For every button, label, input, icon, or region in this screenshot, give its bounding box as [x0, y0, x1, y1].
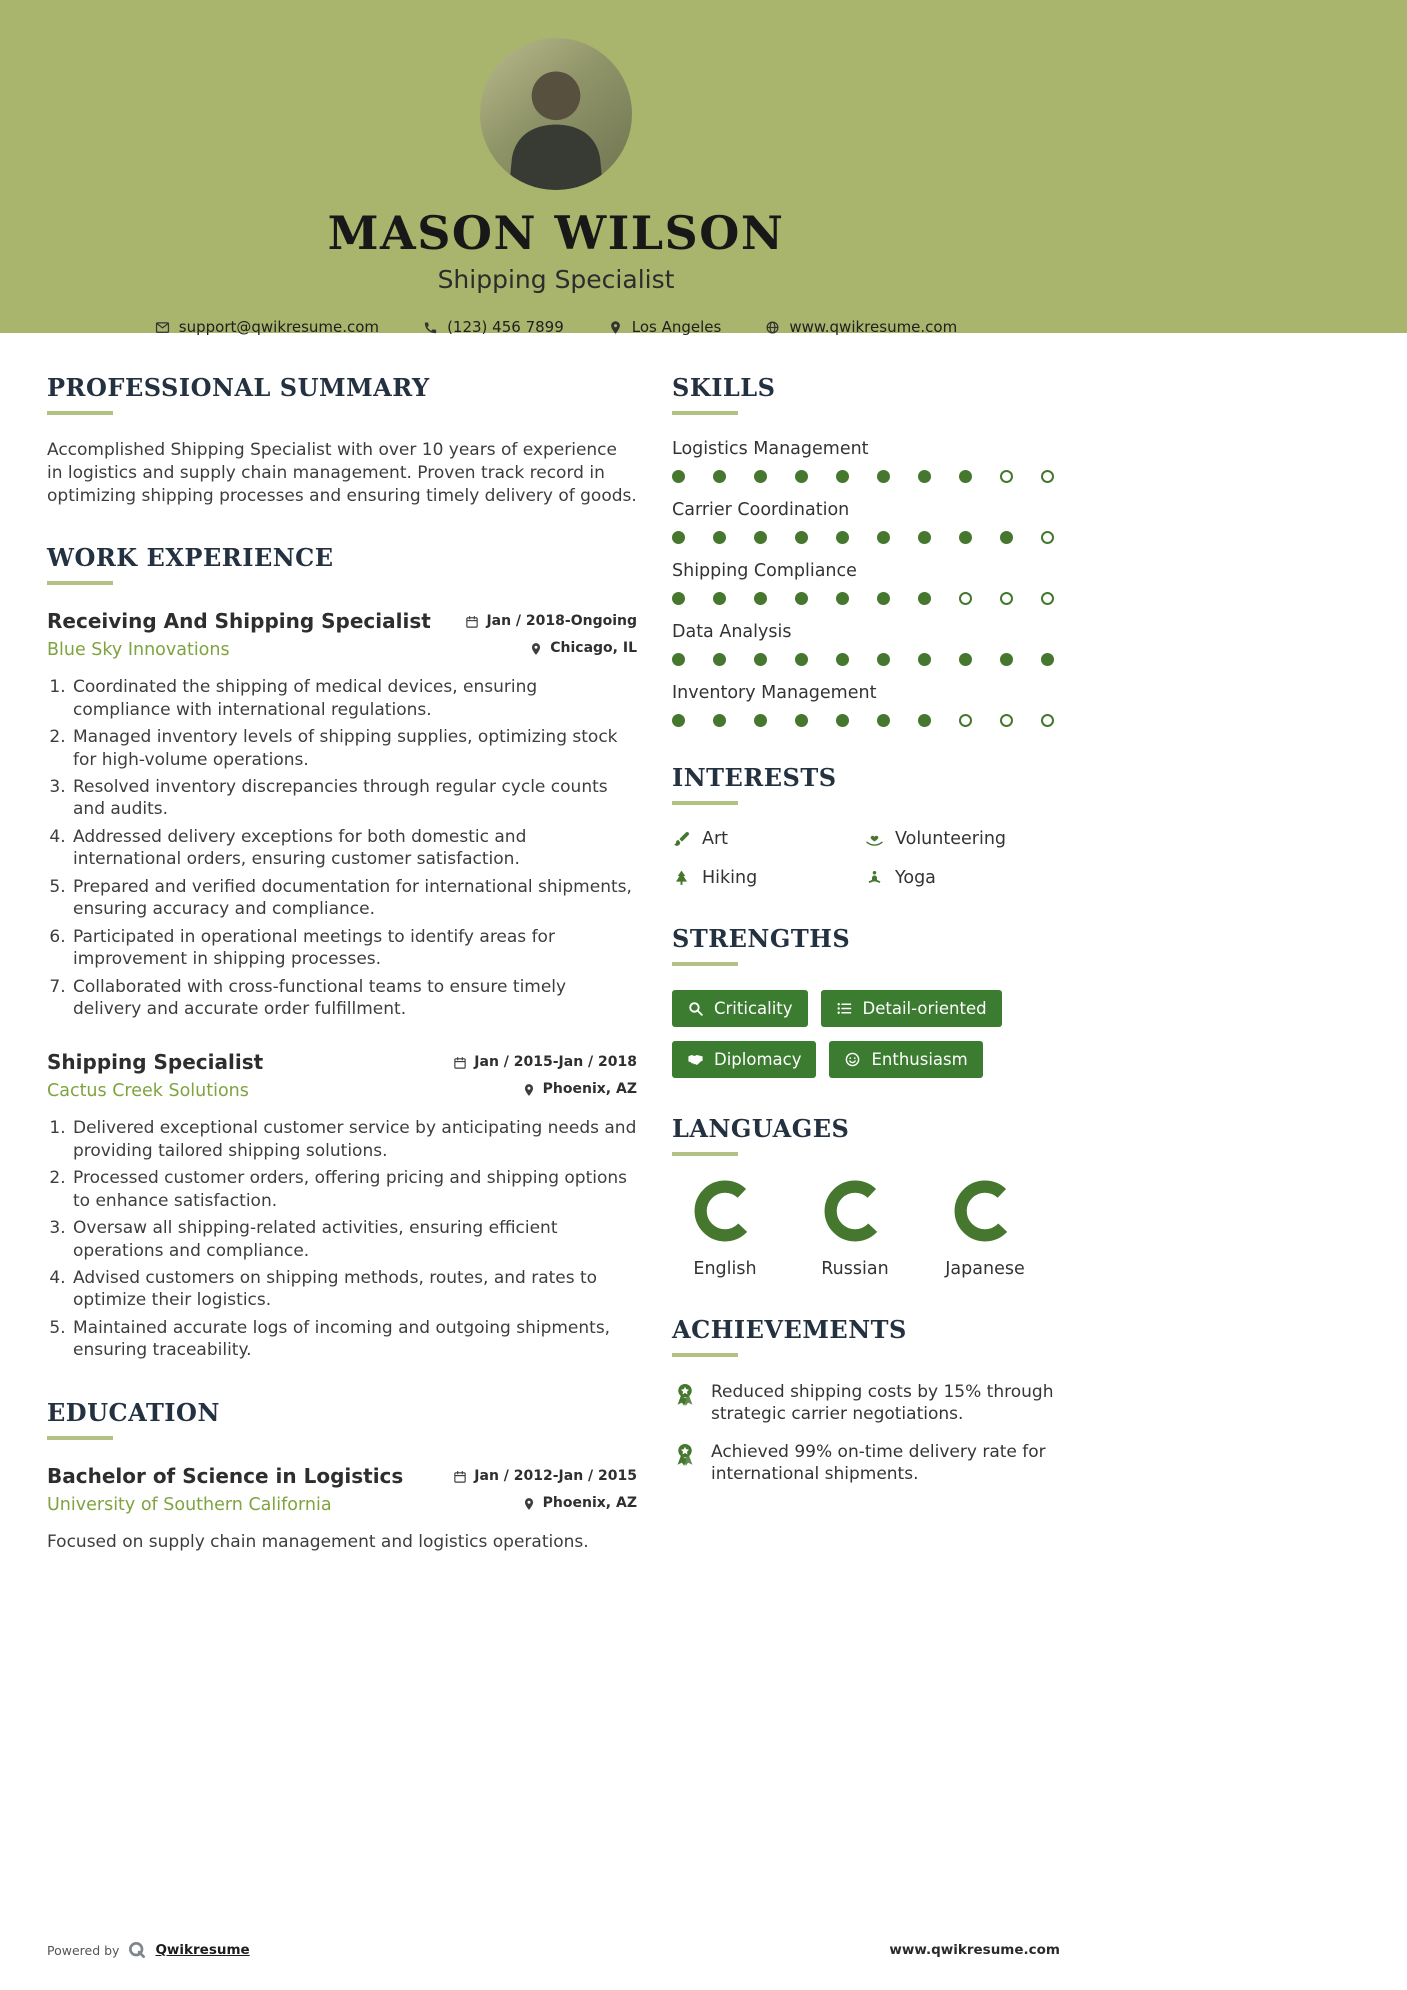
heading-underline	[672, 962, 738, 966]
qwikresume-logo-icon	[127, 1940, 147, 1960]
contact-row	[0, 318, 1112, 336]
globe-icon	[765, 320, 780, 335]
education-entry	[47, 1464, 637, 1553]
contact-email[interactable]	[155, 318, 379, 336]
skill-dot	[1000, 531, 1013, 544]
skill-dot	[713, 470, 726, 483]
language-ring-icon	[694, 1180, 756, 1242]
person-silhouette-icon	[480, 38, 632, 190]
job-date	[453, 1054, 637, 1070]
award-ribbon-icon	[672, 1382, 698, 1408]
envelope-icon	[155, 320, 170, 335]
right-column	[672, 373, 1064, 1522]
strength-badge	[672, 1041, 816, 1078]
location-pin-icon	[522, 1083, 536, 1097]
education-date-text: Jan / 2012-Jan / 2015	[474, 1467, 637, 1484]
skill-dot	[1041, 470, 1054, 483]
contact-location	[608, 318, 722, 336]
job-title-row	[47, 609, 637, 633]
job-location	[529, 640, 637, 656]
skill-dot	[836, 470, 849, 483]
location-pin-icon	[522, 1497, 536, 1511]
interest-label: Art	[702, 829, 729, 849]
interest-label: Hiking	[702, 868, 758, 888]
skill-item	[672, 500, 1064, 544]
heading-underline	[47, 411, 113, 415]
heading-underline	[672, 1152, 738, 1156]
language-ring-icon	[954, 1180, 1016, 1242]
qwikresume-link[interactable]: Qwikresume	[155, 1942, 250, 1958]
contact-website[interactable]	[765, 318, 957, 336]
job-bullet: 3. Oversaw all shipping-related activities, ensuring efficient operations and compliance.	[71, 1217, 637, 1262]
award-ribbon-icon	[672, 1442, 698, 1468]
languages-list	[672, 1180, 1064, 1279]
job-company-row	[47, 1081, 637, 1101]
summary-heading: PROFESSIONAL SUMMARY	[47, 373, 430, 402]
education-note: Focused on supply chain management and logistics operations.	[47, 1531, 589, 1552]
achievement-item	[672, 1441, 1064, 1486]
heading-underline	[672, 411, 738, 415]
skills-heading: SKILLS	[672, 373, 776, 402]
interest-item	[865, 868, 1064, 888]
calendar-icon	[453, 1470, 467, 1484]
strength-badge	[829, 1041, 982, 1078]
page-footer	[47, 1940, 1060, 1960]
language-ring-icon	[824, 1180, 886, 1242]
company-name: Cactus Creek Solutions	[47, 1081, 249, 1102]
skill-dot	[877, 470, 890, 483]
location-pin-icon	[529, 642, 543, 656]
job-title: Receiving And Shipping Specialist	[47, 609, 431, 634]
job-bullet: 1. Coordinated the shipping of medical devices, ensuring compliance with international regulations.	[71, 676, 637, 721]
job-bullet: 4. Advised customers on shipping methods, routes, and rates to optimize their logistics.	[71, 1267, 637, 1312]
language-label: Japanese	[945, 1259, 1025, 1279]
skill-dot	[1000, 653, 1013, 666]
job-date-text: Jan / 2018-Ongoing	[486, 613, 637, 630]
skill-dot	[795, 470, 808, 483]
heading-underline	[672, 801, 738, 805]
achievement-text: Reduced shipping costs by 15% through strategic carrier negotiations.	[711, 1382, 1054, 1425]
job-entry	[47, 1050, 637, 1361]
skill-level	[672, 714, 1064, 727]
education-heading: EDUCATION	[47, 1397, 220, 1427]
powered-by-text: Powered by	[47, 1942, 120, 1958]
skill-dot	[754, 714, 767, 727]
section-professional-summary	[47, 373, 637, 507]
strengths-list	[672, 990, 1064, 1078]
skill-dot	[1041, 653, 1054, 666]
job-location	[522, 1081, 637, 1097]
job-bullet-list	[47, 1117, 637, 1361]
contact-phone-text: (123) 456 7899	[447, 318, 564, 336]
skill-dot	[713, 592, 726, 605]
section-strengths	[672, 924, 1064, 1078]
skill-dot	[959, 714, 972, 727]
skill-item	[672, 561, 1064, 605]
skill-name: Inventory Management	[672, 683, 877, 703]
skill-dot	[1041, 592, 1054, 605]
contact-website-text: www.qwikresume.com	[789, 318, 958, 336]
job-company-row	[47, 640, 637, 660]
strength-label: Detail-oriented	[862, 999, 987, 1018]
job-bullet: 2. Processed customer orders, offering pricing and shipping options to enhance satisfaction.	[71, 1167, 637, 1212]
skill-name: Carrier Coordination	[672, 500, 850, 520]
section-skills	[672, 373, 1064, 727]
pine-tree-icon	[672, 869, 691, 888]
achievement-text: Achieved 99% on-time delivery rate for international shipments.	[711, 1441, 1046, 1485]
contact-phone[interactable]	[423, 318, 564, 336]
job-bullet: 3. Resolved inventory discrepancies through regular cycle counts and audits.	[71, 776, 637, 821]
skill-dot	[877, 653, 890, 666]
education-date	[453, 1468, 637, 1484]
job-entry	[47, 609, 637, 1020]
skill-dot	[672, 470, 685, 483]
skill-item	[672, 439, 1064, 483]
location-pin-icon	[608, 320, 623, 335]
skill-dot	[959, 592, 972, 605]
contact-email-text: support@qwikresume.com	[178, 318, 380, 336]
skill-dot	[877, 531, 890, 544]
skill-level	[672, 470, 1064, 483]
job-title: Shipping Specialist	[47, 1050, 264, 1075]
skill-dot	[754, 531, 767, 544]
education-location	[522, 1495, 637, 1511]
skill-dot	[672, 714, 685, 727]
yoga-icon	[865, 869, 884, 888]
powered-by	[47, 1940, 250, 1960]
checklist-icon	[836, 1000, 853, 1017]
left-column	[47, 373, 637, 1589]
heading-underline	[47, 1436, 113, 1440]
magnifier-icon	[687, 1000, 704, 1017]
section-achievements	[672, 1315, 1064, 1486]
language-label: Russian	[821, 1259, 889, 1279]
skill-dot	[713, 531, 726, 544]
section-interests	[672, 763, 1064, 888]
interest-item	[672, 829, 865, 849]
achievement-item	[672, 1381, 1064, 1426]
skill-dot	[1041, 531, 1054, 544]
strength-label: Diplomacy	[714, 1050, 802, 1069]
skill-dot	[959, 653, 972, 666]
job-title-row	[47, 1050, 637, 1074]
skill-dot	[918, 592, 931, 605]
language-label: English	[693, 1259, 757, 1279]
experience-heading: WORK EXPERIENCE	[47, 543, 334, 573]
interest-item	[865, 829, 1064, 849]
smiley-icon	[844, 1051, 861, 1068]
skill-dot	[959, 470, 972, 483]
skill-dot	[918, 714, 931, 727]
job-bullet: 5. Prepared and verified documentation for international shipments, ensuring accuracy and compliance.	[71, 876, 637, 921]
skill-dot	[795, 592, 808, 605]
language-item	[682, 1180, 768, 1279]
skill-name: Logistics Management	[672, 439, 869, 459]
job-bullet: 6. Participated in operational meetings to identify areas for improvement in shipping processes.	[71, 926, 637, 971]
skill-dot	[795, 714, 808, 727]
skill-dot	[918, 531, 931, 544]
languages-heading: LANGUAGES	[672, 1114, 850, 1143]
skill-dot	[672, 592, 685, 605]
job-location-text: Chicago, IL	[550, 640, 637, 657]
skill-dot	[836, 531, 849, 544]
company-name: Blue Sky Innovations	[47, 640, 230, 661]
skill-dot	[795, 653, 808, 666]
interests-heading: INTERESTS	[672, 763, 837, 792]
volunteer-hands-icon	[865, 830, 884, 849]
strength-label: Enthusiasm	[871, 1050, 968, 1069]
skill-dot	[1041, 714, 1054, 727]
heading-underline	[672, 1353, 738, 1357]
interest-label: Volunteering	[895, 829, 1007, 849]
job-date	[465, 613, 637, 629]
skill-dot	[918, 470, 931, 483]
job-bullet: 4. Addressed delivery exceptions for both domestic and international orders, ensuring customer satisfaction.	[71, 826, 637, 871]
achievements-heading: ACHIEVEMENTS	[672, 1315, 907, 1344]
resume-header	[0, 0, 1407, 336]
degree-title: Bachelor of Science in Logistics	[47, 1463, 404, 1488]
person-title: Shipping Specialist	[437, 265, 675, 294]
job-bullet: 5. Maintained accurate logs of incoming and outgoing shipments, ensuring traceability.	[71, 1317, 637, 1362]
interest-label: Yoga	[895, 868, 936, 888]
skill-level	[672, 531, 1064, 544]
phone-icon	[423, 320, 438, 335]
skill-dot	[836, 714, 849, 727]
skill-dot	[754, 653, 767, 666]
skill-dot	[713, 714, 726, 727]
strengths-heading: STRENGTHS	[672, 924, 851, 953]
skill-dot	[672, 653, 685, 666]
school-name: University of Southern California	[47, 1494, 332, 1515]
profile-photo	[480, 38, 632, 190]
language-item	[942, 1180, 1028, 1279]
interest-item	[672, 868, 865, 888]
resume-body	[0, 333, 1407, 1589]
education-title-row	[47, 1464, 637, 1488]
skill-name: Shipping Compliance	[672, 561, 857, 581]
skill-dot	[1000, 470, 1013, 483]
skill-name: Data Analysis	[672, 622, 792, 642]
skill-dot	[918, 653, 931, 666]
skill-level	[672, 653, 1064, 666]
skill-dot	[836, 592, 849, 605]
paintbrush-icon	[672, 830, 691, 849]
job-bullet: 7. Collaborated with cross-functional teams to ensure timely delivery and accurate order fulfillment.	[71, 976, 637, 1021]
section-work-experience	[47, 543, 637, 1362]
summary-text: Accomplished Shipping Specialist with over 10 years of experience in logistics and supply chain management. Proven track record in optimizing shipping processes and ensuring timely delivery of goods.	[47, 440, 637, 506]
section-education	[47, 1398, 637, 1553]
job-bullet-list	[47, 676, 637, 1020]
interests-grid	[672, 829, 1064, 888]
job-date-text: Jan / 2015-Jan / 2018	[474, 1054, 637, 1071]
skill-dot	[877, 714, 890, 727]
skill-dot	[1000, 714, 1013, 727]
footer-website-link[interactable]: www.qwikresume.com	[889, 1942, 1060, 1958]
education-location-text: Phoenix, AZ	[542, 1494, 637, 1511]
strength-badge	[821, 990, 1002, 1027]
person-name: MASON WILSON	[327, 206, 785, 260]
contact-location-text: Los Angeles	[631, 318, 722, 336]
strength-badge	[672, 990, 808, 1027]
skill-dot	[877, 592, 890, 605]
skill-dot	[713, 653, 726, 666]
strength-label: Criticality	[714, 999, 793, 1018]
skill-dot	[795, 531, 808, 544]
job-location-text: Phoenix, AZ	[542, 1081, 637, 1098]
skill-dot	[672, 531, 685, 544]
skill-dot	[1000, 592, 1013, 605]
skill-level	[672, 592, 1064, 605]
skill-item	[672, 622, 1064, 666]
heading-underline	[47, 581, 113, 585]
skill-dot	[836, 653, 849, 666]
job-bullet: 2. Managed inventory levels of shipping supplies, optimizing stock for high-volume operations.	[71, 726, 637, 771]
skill-dot	[959, 531, 972, 544]
job-bullet: 1. Delivered exceptional customer service by anticipating needs and providing tailored shipping solutions.	[71, 1117, 637, 1162]
skill-dot	[754, 470, 767, 483]
skill-item	[672, 683, 1064, 727]
calendar-icon	[453, 1056, 467, 1070]
handshake-icon	[687, 1051, 704, 1068]
section-languages	[672, 1114, 1064, 1279]
skill-dot	[754, 592, 767, 605]
calendar-icon	[465, 615, 479, 629]
header-inner	[0, 0, 1112, 336]
language-item	[812, 1180, 898, 1279]
education-school-row	[47, 1495, 637, 1515]
